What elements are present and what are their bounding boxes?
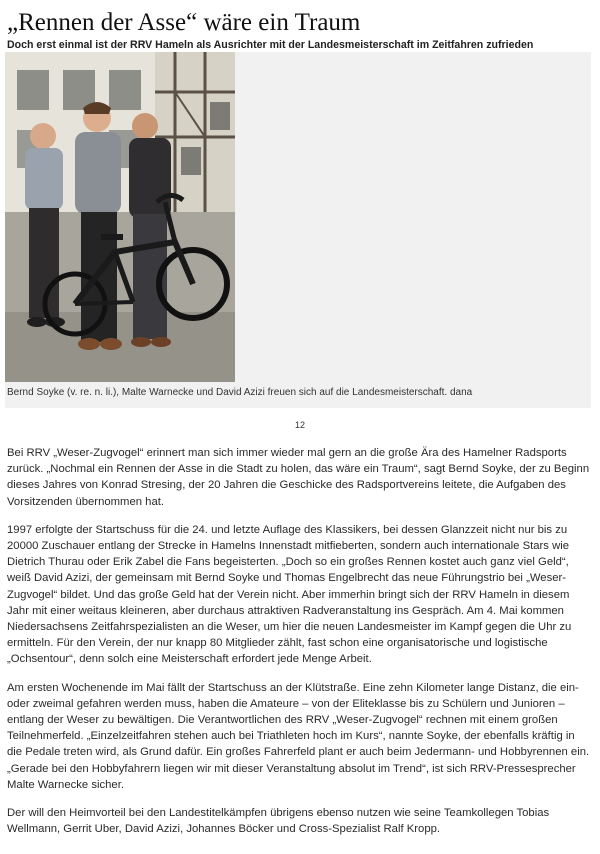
paragraph: Bei RRV „Weser-Zugvogel“ erinnert man sich immer wieder mal gern an die große Ära des Hamelner Radsports zurück. „Nochmal ein Rennen der Asse in die Stadt zu holen, das wäre ein Traum“, sagt Bernd Soyke, der zu Beginn dieses Jahres von Konrad Stresing, der 20 Jahren die Geschicke des Radsportvereins leitete, die Aufgaben des Vorsitzenden übernommen hat. — [7, 447, 590, 508]
photo-caption: Bernd Soyke (v. re. n. li.), Malte Warnecke und David Azizi freuen sich auf die Landesmeisterschaft. dana — [7, 387, 473, 398]
subheadline: Doch erst einmal ist der RRV Hameln als Ausrichter mit der Landesmeisterschaft im Zeitfahren zufrieden — [7, 39, 534, 51]
paragraph: Der will den Heimvorteil bei den Landestitelkämpfen übrigens ebenso nutzen wie seine Teamkollegen Tobias Wellmann, Gerrit Uber, David Azizi, Johannes Böcker und Cross-Spezialist Ralf Kropp. — [7, 807, 550, 836]
article-photo — [5, 52, 235, 382]
article-body — [7, 445, 591, 849]
paragraph: 1997 erfolgte der Startschuss für die 24. und letzte Auflage des Klassikers, bei dessen Glanzzeit nicht nur bis zu 20000 Zuschauer entlang der Strecke in Hamelns Innenstadt mitfieberten, sondern auch internationale Stars wie Dietrich Thurau oder Erik Zabel die Fans begeisterten. „Doch so ein großes Rennen kostet auch ganz viel Geld“, weiß David Azizi, der gemeinsam mit Bernd Soyke und Thomas Engelbrecht das neue Führungstrio bei „Weser-Zugvogel“ bildet. Und das große Geld hat der Verein nicht. Aber immerhin bringt sich der RRV Hameln in diesem Jahr mit einer weitaus kleineren, aber durchaus attraktiven Radveranstaltung ins Gespräch. Am 4. Mai kommen Niedersachsens Zeitfahrspezialisten an die Weser, um hier die neuen Landesmeister im Kampf gegen die Uhr zu ermitteln. Für den Verein, der nur knapp 80 Mitglieder zählt, fast schon eine organisatorische und logistische „Ochsentour“, denn solch eine Meisterschaft erfordert jede Menge Arbeit. — [7, 523, 572, 666]
headline: „Rennen der Asse“ wäre ein Traum — [7, 9, 361, 36]
paragraph: Am ersten Wochenende im Mai fällt der Startschuss an der Klütstraße. Eine zehn Kilometer lange Distanz, die ein- oder zweimal gefahren werden muss, haben die Amateure – von der Eliteklasse bis zu Schülern und Junioren – entlang der Weser zu bewältigen. Die Verantwortlichen des RRV „Weser-Zugvogel“ rechnen mit einem großen Teilnehmerfeld. „Einzelzeitfahren stehen auch bei Triathleten hoch im Kurs“, nannte Soyke, der ebenfalls kräftig in die Pedale treten wird, als Grund dafür. Ein großes Fahrerfeld plant er auch beim Jedermann- und Hobbyrennen ein. „Gerade bei den Hobbyfahrern liegen wir mit dieser Veranstaltung absolut im Trend“, ist sich RRV-Pressesprecher Malte Warnecke sicher. — [7, 681, 590, 791]
page-number: 12 — [294, 420, 305, 430]
